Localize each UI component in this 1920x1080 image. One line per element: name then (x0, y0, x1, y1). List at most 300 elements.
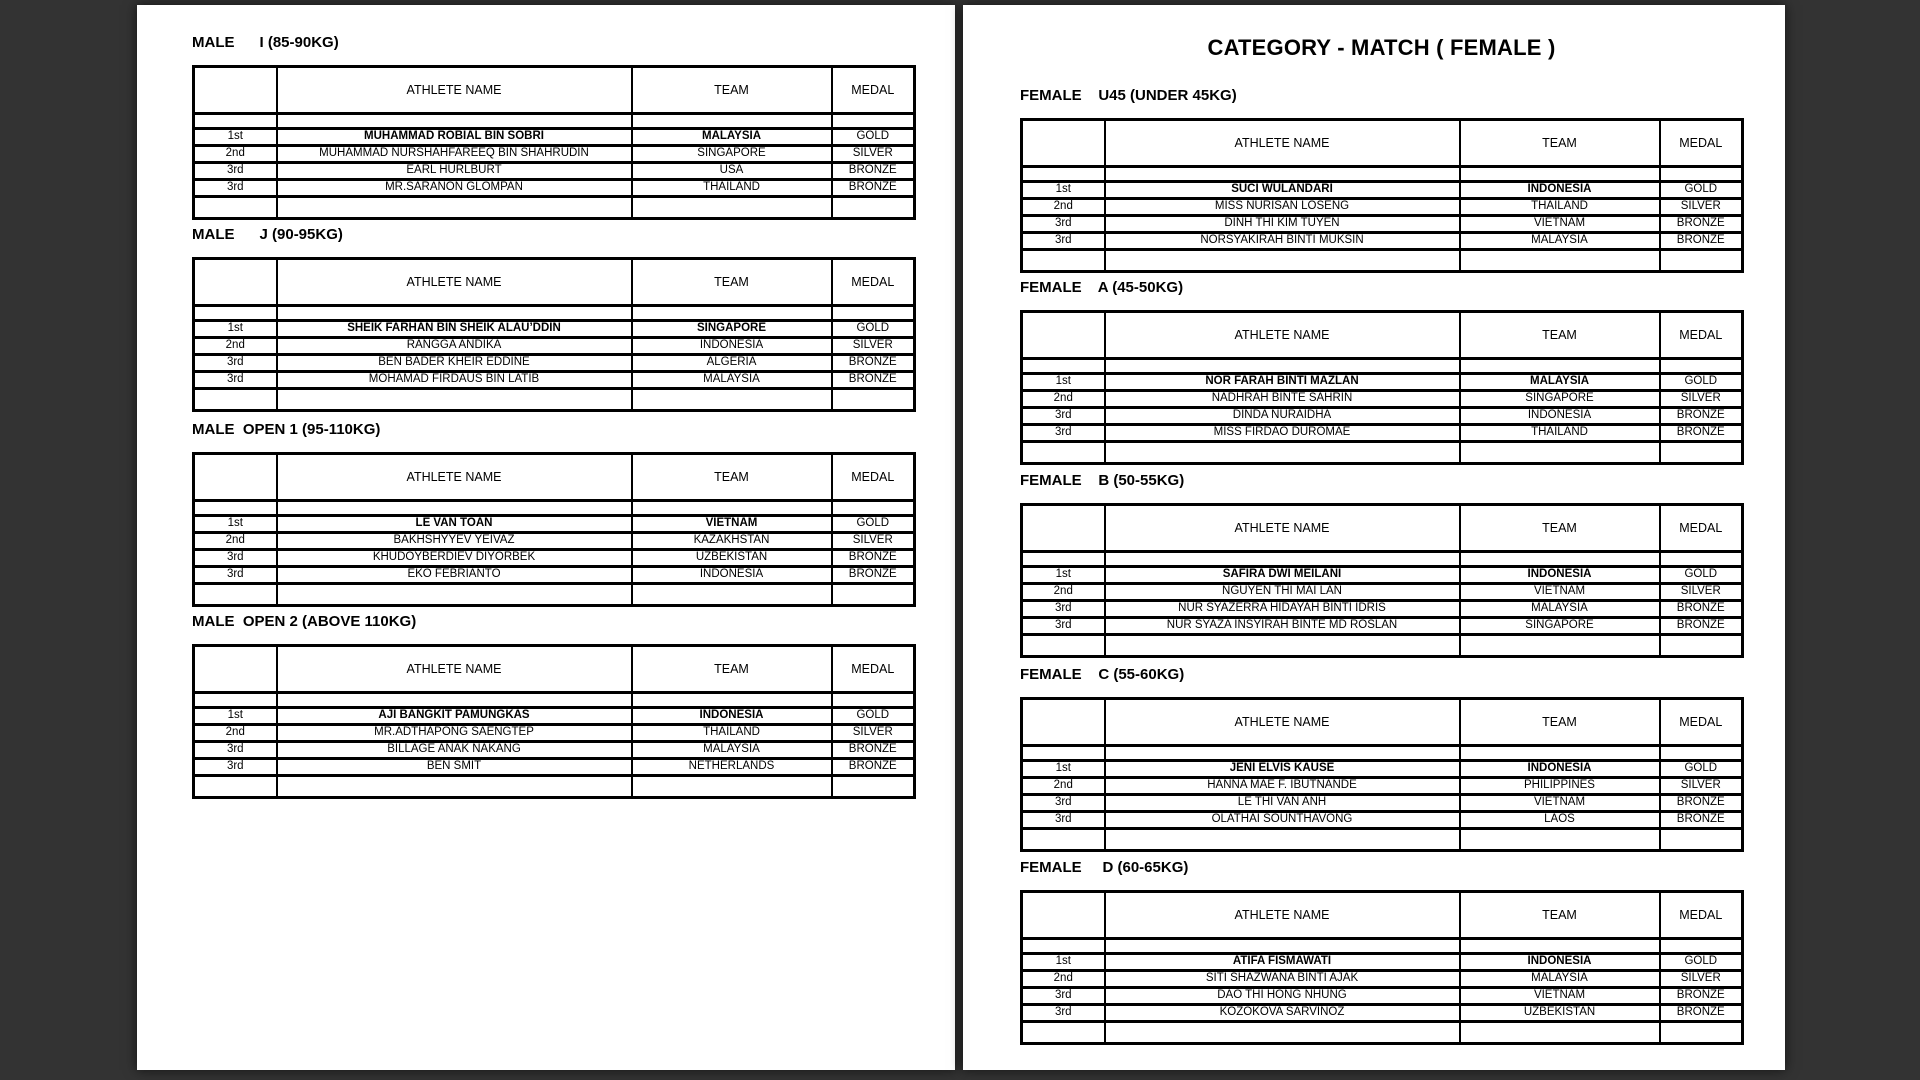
result-row (1022, 1005, 1743, 1022)
medal-cell: GOLD (832, 321, 915, 338)
result-row (1022, 233, 1743, 250)
rank-cell: 2nd (194, 725, 277, 742)
result-row (1022, 601, 1743, 618)
bottom-blank-row (194, 776, 915, 798)
rank-cell: 1st (1022, 761, 1105, 778)
result-row (194, 516, 915, 533)
rank-cell: 3rd (1022, 601, 1105, 618)
spacer-cell (1660, 746, 1743, 761)
athlete-cell: BEN BADER KHEIR EDDINE (277, 355, 632, 372)
team-cell: INDONESIA (1460, 408, 1660, 425)
team-cell: MALAYSIA (1460, 374, 1660, 391)
spacer-cell (1105, 167, 1460, 182)
athlete-name-header: ATHLETE NAME (277, 646, 632, 693)
medal-cell: GOLD (832, 708, 915, 725)
rank-cell: 1st (194, 708, 277, 725)
result-row (194, 180, 915, 197)
table-header-row (1022, 505, 1743, 552)
spacer-row (194, 114, 915, 129)
medal-header: MEDAL (832, 67, 915, 114)
blank-cell (1460, 829, 1660, 851)
team-cell: NETHERLANDS (632, 759, 832, 776)
rank-cell: 2nd (1022, 778, 1105, 795)
category-title: FEMALE U45 (UNDER 45KG) (1020, 87, 1237, 104)
team-cell: INDONESIA (632, 708, 832, 725)
athlete-cell: BILLAGE ANAK NAKANG (277, 742, 632, 759)
blank-cell (1022, 635, 1105, 657)
rank-cell: 2nd (194, 533, 277, 550)
athlete-name-header: ATHLETE NAME (1105, 505, 1460, 552)
medal-cell: BRONZE (1660, 1005, 1743, 1022)
blank-cell (277, 197, 632, 219)
athlete-cell: SITI SHAZWANA BINTI AJAK (1105, 971, 1460, 988)
result-row (194, 550, 915, 567)
result-row (194, 567, 915, 584)
results-body (1022, 761, 1743, 829)
rank-cell: 3rd (1022, 795, 1105, 812)
team-cell: INDONESIA (1460, 761, 1660, 778)
athlete-name-header: ATHLETE NAME (1105, 892, 1460, 939)
blank-cell (1022, 1022, 1105, 1044)
category-title: MALE OPEN 1 (95-110KG) (192, 421, 381, 438)
rank-header-cell (194, 67, 277, 114)
medal-header: MEDAL (1660, 312, 1743, 359)
medal-cell: BRONZE (1660, 601, 1743, 618)
result-row (194, 708, 915, 725)
spacer-cell (194, 114, 277, 129)
team-cell: UZBEKISTAN (1460, 1005, 1660, 1022)
medal-header: MEDAL (832, 259, 915, 306)
rank-cell: 3rd (1022, 1005, 1105, 1022)
team-cell: LAOS (1460, 812, 1660, 829)
rank-cell: 2nd (1022, 971, 1105, 988)
team-header: TEAM (1460, 312, 1660, 359)
team-header: TEAM (1460, 892, 1660, 939)
team-cell: USA (632, 163, 832, 180)
team-cell: THAILAND (1460, 425, 1660, 442)
result-row (1022, 567, 1743, 584)
bottom-blank-row (194, 197, 915, 219)
result-row (194, 355, 915, 372)
medal-cell: BRONZE (1660, 233, 1743, 250)
medal-cell: BRONZE (832, 550, 915, 567)
spacer-row (1022, 359, 1743, 374)
result-row (1022, 971, 1743, 988)
blank-cell (277, 389, 632, 411)
rank-cell: 2nd (1022, 199, 1105, 216)
spacer-row (1022, 746, 1743, 761)
medal-header: MEDAL (1660, 505, 1743, 552)
rank-header-cell (194, 646, 277, 693)
team-header: TEAM (632, 259, 832, 306)
athlete-cell: MOHAMAD FIRDAUS BIN LATIB (277, 372, 632, 389)
athlete-cell: NUR SYAZERRA HIDAYAH BINTI IDRIS (1105, 601, 1460, 618)
team-cell: VIETNAM (1460, 795, 1660, 812)
spacer-cell (277, 501, 632, 516)
team-cell: MALAYSIA (632, 742, 832, 759)
medal-cell: GOLD (1660, 954, 1743, 971)
spacer-cell (1660, 167, 1743, 182)
results-table (192, 257, 916, 412)
blank-cell (632, 389, 832, 411)
rank-header-cell (1022, 120, 1105, 167)
athlete-cell: KHUDOYBERDIEV DIYORBEK (277, 550, 632, 567)
team-cell: PHILIPPINES (1460, 778, 1660, 795)
athlete-cell: ATIFA FISMAWATI (1105, 954, 1460, 971)
rank-cell: 3rd (1022, 425, 1105, 442)
spacer-cell (1660, 939, 1743, 954)
rank-cell: 2nd (1022, 584, 1105, 601)
medal-cell: SILVER (1660, 778, 1743, 795)
spacer-cell (1460, 167, 1660, 182)
results-table (1020, 118, 1744, 273)
spacer-cell (632, 693, 832, 708)
blank-cell (194, 584, 277, 606)
team-cell: THAILAND (632, 180, 832, 197)
blank-cell (1460, 442, 1660, 464)
medal-cell: SILVER (832, 146, 915, 163)
blank-cell (632, 584, 832, 606)
rank-cell: 3rd (1022, 988, 1105, 1005)
athlete-name-header: ATHLETE NAME (1105, 120, 1460, 167)
blank-cell (832, 197, 915, 219)
blank-cell (194, 776, 277, 798)
team-header: TEAM (1460, 120, 1660, 167)
team-cell: MALAYSIA (1460, 233, 1660, 250)
spacer-cell (632, 114, 832, 129)
rank-cell: 3rd (1022, 812, 1105, 829)
rank-cell: 3rd (194, 742, 277, 759)
rank-cell: 3rd (194, 372, 277, 389)
result-row (1022, 812, 1743, 829)
blank-cell (1022, 829, 1105, 851)
rank-cell: 3rd (1022, 408, 1105, 425)
category-title: FEMALE B (50-55KG) (1020, 472, 1185, 489)
medal-cell: GOLD (1660, 761, 1743, 778)
athlete-cell: DINH THI KIM TUYEN (1105, 216, 1460, 233)
spacer-cell (1022, 359, 1105, 374)
blank-cell (1022, 442, 1105, 464)
team-cell: VIETNAM (1460, 584, 1660, 601)
athlete-cell: MUHAMMAD NURSHAHFAREEQ BIN SHAHRUDIN (277, 146, 632, 163)
category-section (1020, 860, 1743, 1045)
athlete-cell: JENI ELVIS KAUSE (1105, 761, 1460, 778)
athlete-cell: NOR FARAH BINTI MAZLAN (1105, 374, 1460, 391)
athlete-name-header: ATHLETE NAME (277, 259, 632, 306)
athlete-cell: OLATHAI SOUNTHAVONG (1105, 812, 1460, 829)
results-table (192, 644, 916, 799)
spacer-cell (277, 306, 632, 321)
athlete-cell: LE VAN TOAN (277, 516, 632, 533)
spacer-row (1022, 939, 1743, 954)
rank-cell: 3rd (194, 163, 277, 180)
spacer-cell (832, 306, 915, 321)
rank-header-cell (1022, 892, 1105, 939)
athlete-name-header: ATHLETE NAME (1105, 699, 1460, 746)
athlete-cell: NGUYEN THI MAI LAN (1105, 584, 1460, 601)
medal-cell: BRONZE (832, 180, 915, 197)
result-row (1022, 988, 1743, 1005)
rank-cell: 3rd (194, 759, 277, 776)
athlete-cell: MUHAMMAD ROBIAL BIN SOBRI (277, 129, 632, 146)
blank-cell (1022, 250, 1105, 272)
athlete-cell: SHEIK FARHAN BIN SHEIK ALAU’DDIN (277, 321, 632, 338)
category-section (1020, 280, 1743, 465)
result-row (194, 372, 915, 389)
spacer-cell (194, 501, 277, 516)
spacer-cell (1105, 746, 1460, 761)
medal-cell: BRONZE (832, 742, 915, 759)
rank-cell: 1st (194, 321, 277, 338)
blank-cell (1660, 829, 1743, 851)
rank-header-cell (1022, 699, 1105, 746)
blank-cell (1460, 250, 1660, 272)
spacer-cell (1105, 359, 1460, 374)
spacer-cell (832, 501, 915, 516)
medal-cell: BRONZE (832, 355, 915, 372)
spacer-cell (832, 693, 915, 708)
medal-cell: BRONZE (832, 759, 915, 776)
athlete-cell: MR.ADTHAPONG SAENGTEP (277, 725, 632, 742)
spacer-cell (632, 501, 832, 516)
spacer-cell (1460, 359, 1660, 374)
page-title: CATEGORY - MATCH ( FEMALE ) (1207, 35, 1556, 60)
blank-cell (632, 197, 832, 219)
medal-cell: BRONZE (1660, 812, 1743, 829)
bottom-blank-row (194, 389, 915, 411)
spacer-cell (194, 306, 277, 321)
category-section (1020, 88, 1743, 273)
team-cell: SINGAPORE (1460, 618, 1660, 635)
result-row (194, 533, 915, 550)
results-body (194, 708, 915, 776)
medal-cell: SILVER (1660, 584, 1743, 601)
medal-cell: BRONZE (832, 567, 915, 584)
medal-cell: SILVER (832, 533, 915, 550)
medal-cell: GOLD (832, 516, 915, 533)
spacer-cell (1105, 939, 1460, 954)
team-cell: INDONESIA (632, 338, 832, 355)
athlete-cell: NADHRAH BINTE SAHRIN (1105, 391, 1460, 408)
athlete-cell: KOZOKOVA SARVINOZ (1105, 1005, 1460, 1022)
medal-header: MEDAL (1660, 699, 1743, 746)
medal-cell: GOLD (1660, 567, 1743, 584)
medal-cell: BRONZE (1660, 795, 1743, 812)
team-cell: INDONESIA (1460, 954, 1660, 971)
spacer-row (194, 501, 915, 516)
table-header-row (194, 259, 915, 306)
rank-cell: 3rd (194, 550, 277, 567)
rank-cell: 1st (194, 516, 277, 533)
medal-header: MEDAL (1660, 892, 1743, 939)
medal-cell: SILVER (1660, 199, 1743, 216)
rank-cell: 2nd (194, 338, 277, 355)
table-header-row (1022, 312, 1743, 359)
athlete-cell: NUR SYAZA INSYIRAH BINTE MD ROSLAN (1105, 618, 1460, 635)
athlete-cell: AJI BANGKIT PAMUNGKAS (277, 708, 632, 725)
medal-cell: BRONZE (1660, 618, 1743, 635)
blank-cell (194, 389, 277, 411)
medal-cell: SILVER (832, 725, 915, 742)
spacer-cell (832, 114, 915, 129)
spacer-cell (1022, 939, 1105, 954)
athlete-cell: MISS FIRDAO DUROMAE (1105, 425, 1460, 442)
spacer-cell (277, 114, 632, 129)
result-row (194, 321, 915, 338)
athlete-cell: SUCI WULANDARI (1105, 182, 1460, 199)
team-cell: VIETNAM (1460, 988, 1660, 1005)
result-row (1022, 408, 1743, 425)
athlete-cell: RANGGA ANDIKA (277, 338, 632, 355)
medal-cell: SILVER (1660, 391, 1743, 408)
blank-cell (1105, 1022, 1460, 1044)
results-body (194, 321, 915, 389)
athlete-name-header: ATHLETE NAME (277, 67, 632, 114)
table-header-row (194, 646, 915, 693)
results-body (194, 129, 915, 197)
results-body (1022, 374, 1743, 442)
medal-cell: BRONZE (832, 372, 915, 389)
team-cell: THAILAND (632, 725, 832, 742)
blank-cell (194, 197, 277, 219)
athlete-name-header: ATHLETE NAME (277, 454, 632, 501)
bottom-blank-row (1022, 1022, 1743, 1044)
athlete-name-header: ATHLETE NAME (1105, 312, 1460, 359)
results-body (1022, 182, 1743, 250)
result-row (194, 163, 915, 180)
team-cell: ALGERIA (632, 355, 832, 372)
blank-cell (1660, 250, 1743, 272)
athlete-cell: MR.SARANON GLOMPAN (277, 180, 632, 197)
team-header: TEAM (1460, 505, 1660, 552)
category-section (1020, 667, 1743, 852)
medal-cell: BRONZE (1660, 216, 1743, 233)
blank-cell (1460, 635, 1660, 657)
team-header: TEAM (632, 454, 832, 501)
spacer-cell (194, 693, 277, 708)
rank-cell: 2nd (194, 146, 277, 163)
result-row (1022, 216, 1743, 233)
result-row (1022, 584, 1743, 601)
result-row (194, 759, 915, 776)
rank-cell: 1st (1022, 954, 1105, 971)
result-row (1022, 795, 1743, 812)
results-table (192, 65, 916, 220)
spacer-cell (1460, 552, 1660, 567)
medal-header: MEDAL (832, 646, 915, 693)
results-body (1022, 954, 1743, 1022)
team-cell: VIETNAM (632, 516, 832, 533)
athlete-cell: EARL HURLBURT (277, 163, 632, 180)
rank-cell: 2nd (1022, 391, 1105, 408)
team-cell: INDONESIA (632, 567, 832, 584)
team-cell: MALAYSIA (632, 372, 832, 389)
blank-cell (832, 584, 915, 606)
bottom-blank-row (1022, 829, 1743, 851)
result-row (1022, 182, 1743, 199)
team-header: TEAM (1460, 699, 1660, 746)
rank-cell: 3rd (194, 567, 277, 584)
rank-cell: 1st (1022, 182, 1105, 199)
medal-cell: SILVER (1660, 971, 1743, 988)
team-cell: MALAYSIA (1460, 971, 1660, 988)
result-row (1022, 391, 1743, 408)
athlete-cell: DINDA NURAIDHA (1105, 408, 1460, 425)
blank-cell (632, 776, 832, 798)
athlete-cell: MISS NURISAN LOSENG (1105, 199, 1460, 216)
category-section (192, 614, 915, 799)
blank-cell (1105, 442, 1460, 464)
spacer-cell (632, 306, 832, 321)
medal-cell: BRONZE (832, 163, 915, 180)
results-body (194, 516, 915, 584)
team-cell: VIETNAM (1460, 216, 1660, 233)
table-header-row (1022, 120, 1743, 167)
blank-cell (277, 776, 632, 798)
rank-header-cell (194, 454, 277, 501)
athlete-cell: NORSYAKIRAH BINTI MUKSIN (1105, 233, 1460, 250)
rank-cell: 1st (1022, 374, 1105, 391)
medal-cell: GOLD (832, 129, 915, 146)
result-row (194, 338, 915, 355)
rank-header-cell (1022, 312, 1105, 359)
rank-cell: 3rd (1022, 233, 1105, 250)
athlete-cell: DAO THI HONG NHUNG (1105, 988, 1460, 1005)
blank-cell (1660, 1022, 1743, 1044)
table-header-row (194, 454, 915, 501)
result-row (194, 742, 915, 759)
table-header-row (1022, 892, 1743, 939)
spacer-row (194, 693, 915, 708)
bottom-blank-row (1022, 635, 1743, 657)
table-header-row (1022, 699, 1743, 746)
blank-cell (832, 776, 915, 798)
results-body (1022, 567, 1743, 635)
team-cell: INDONESIA (1460, 567, 1660, 584)
spacer-row (194, 306, 915, 321)
category-title: FEMALE A (45-50KG) (1020, 279, 1184, 296)
bottom-blank-row (1022, 250, 1743, 272)
athlete-cell: BEN SMIT (277, 759, 632, 776)
result-row (1022, 199, 1743, 216)
blank-cell (1660, 635, 1743, 657)
results-table (192, 452, 916, 607)
team-cell: MALAYSIA (632, 129, 832, 146)
spacer-cell (1460, 939, 1660, 954)
category-title: MALE I (85-90KG) (192, 34, 339, 51)
athlete-cell: SAFIRA DWI MEILANI (1105, 567, 1460, 584)
results-table (1020, 890, 1744, 1045)
rank-header-cell (1022, 505, 1105, 552)
bottom-blank-row (1022, 442, 1743, 464)
results-table (1020, 503, 1744, 658)
results-table (1020, 310, 1744, 465)
category-section (1020, 473, 1743, 658)
category-title: MALE J (90-95KG) (192, 226, 343, 243)
team-cell: SINGAPORE (632, 146, 832, 163)
result-row (194, 146, 915, 163)
result-row (1022, 778, 1743, 795)
category-section (192, 227, 915, 412)
athlete-cell: HANNA MAE F. IBUTNANDE (1105, 778, 1460, 795)
blank-cell (1660, 442, 1743, 464)
blank-cell (832, 389, 915, 411)
rank-cell: 1st (194, 129, 277, 146)
rank-cell: 3rd (1022, 618, 1105, 635)
result-row (194, 725, 915, 742)
category-title: MALE OPEN 2 (ABOVE 110KG) (192, 613, 417, 630)
blank-cell (1460, 1022, 1660, 1044)
